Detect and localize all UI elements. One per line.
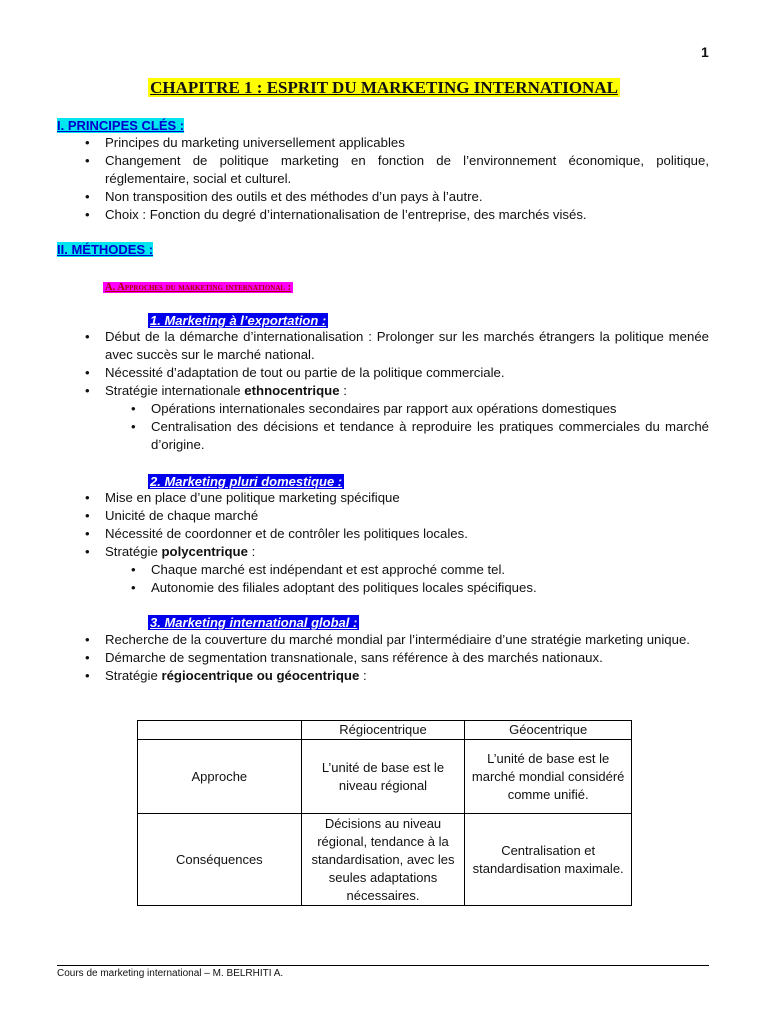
list-item: • Stratégie polycentrique : <box>85 543 709 561</box>
list-item: • Début de la démarche d’internationalisation : Prolonger sur les marchés étrangers la politique menée avec succès sur le marché national. <box>85 328 709 364</box>
list-item: • Stratégie internationale ethnocentrique : <box>85 382 709 400</box>
table-cell: Approche <box>138 740 302 814</box>
list-item: • Chaque marché est indépendant et est approché comme tel. <box>131 561 709 579</box>
exportation-list <box>85 328 709 400</box>
table-header-row <box>138 721 632 740</box>
section-methodes-title: II. MÉTHODES : <box>57 242 154 257</box>
list-item: • Mise en place d’une politique marketing spécifique <box>85 489 709 507</box>
exportation-sublist <box>131 400 709 454</box>
table-row <box>138 814 632 906</box>
strategy-keyword: polycentrique <box>161 544 248 559</box>
list-item: • Changement de politique marketing en fonction de l’environnement économique, politique, réglementaire, social et culturel. <box>85 152 709 188</box>
list-item: • Opérations internationales secondaires par rapport aux opérations domestiques <box>131 400 709 418</box>
table-cell: Centralisation et standardisation maximale. <box>465 814 632 906</box>
list-item: • Principes du marketing universellement applicables <box>85 134 709 152</box>
heading-marketing-international-global: 3. Marketing international global : <box>150 615 358 630</box>
heading-marketing-exportation: 1. Marketing à l’exportation : <box>150 313 327 328</box>
chapter-title-text: CHAPITRE 1 : ESPRIT DU MARKETING INTERNATIONAL <box>150 78 618 97</box>
list-item: • Non transposition des outils et des méthodes d’un pays à l’autre. <box>85 188 709 206</box>
list-item: • Centralisation des décisions et tendance à reproduire les pratiques commerciales du marché d’origine. <box>131 418 709 454</box>
list-item: • Choix : Fonction du degré d’internationalisation de l’entreprise, des marchés visés. <box>85 206 709 224</box>
table-header-cell: Régiocentrique <box>301 721 465 740</box>
list-item: • Stratégie régiocentrique ou géocentrique : <box>85 667 709 685</box>
list-item: • Recherche de la couverture du marché mondial par l’intermédiaire d’une stratégie marketing unique. <box>85 631 709 649</box>
strategy-keyword: ethnocentrique <box>244 383 340 398</box>
section-principes-title: I. PRINCIPES CLÉS : <box>57 118 185 133</box>
pluri-domestique-list <box>85 489 709 561</box>
global-list <box>85 631 709 685</box>
strategy-comparison-table <box>137 720 632 906</box>
table-cell: Conséquences <box>138 814 302 906</box>
list-item: • Autonomie des filiales adoptant des politiques locales spécifiques. <box>131 579 709 597</box>
list-item: • Démarche de segmentation transnationale, sans référence à des marchés nationaux. <box>85 649 709 667</box>
table-cell: Décisions au niveau régional, tendance à la standardisation, avec les seules adaptations nécessaires. <box>301 814 465 906</box>
chapter-title <box>0 78 768 98</box>
list-item: • Nécessité de coordonner et de contrôler les politiques locales. <box>85 525 709 543</box>
strategy-keyword: régiocentrique ou géocentrique <box>161 668 360 683</box>
footer-text: Cours de marketing international – M. BELRHITI A. <box>57 968 284 979</box>
list-item: • Unicité de chaque marché <box>85 507 709 525</box>
pluri-domestique-sublist <box>131 561 709 597</box>
table-header-cell <box>138 721 302 740</box>
page-number: 1 <box>701 44 709 60</box>
table-header-cell: Géocentrique <box>465 721 632 740</box>
table-cell: L’unité de base est le marché mondial considéré comme unifié. <box>465 740 632 814</box>
principes-list <box>85 134 709 224</box>
heading-marketing-pluri-domestique: 2. Marketing pluri domestique : <box>150 474 343 489</box>
table-cell: L’unité de base est le niveau régional <box>301 740 465 814</box>
subsection-a-title: A. Approches du marketing international : <box>105 282 292 293</box>
list-item: • Nécessité d’adaptation de tout ou partie de la politique commerciale. <box>85 364 709 382</box>
footer-divider <box>57 965 709 966</box>
table-row <box>138 740 632 814</box>
